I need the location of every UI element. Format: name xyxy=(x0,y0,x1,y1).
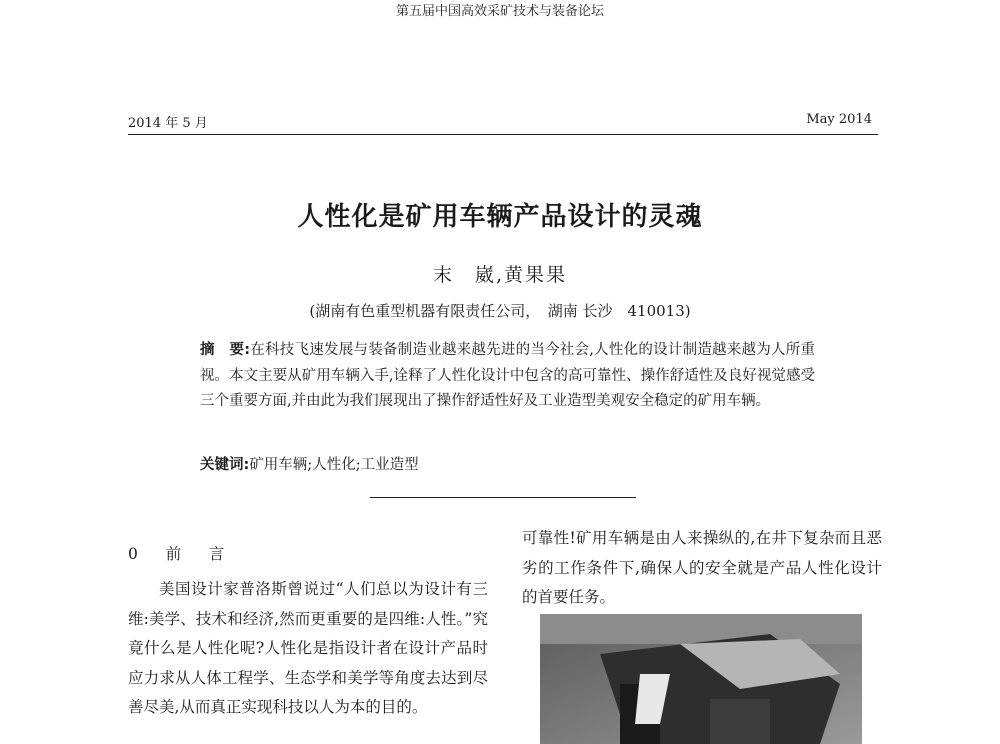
abstract-text: 在科技飞速发展与装备制造业越来越先进的当今社会,人性化的设计制造越来越为人所重视。本文主要从矿用车辆入手,诠释了人性化设计中包含的高可靠性、操作舒适性及良好视觉感受三个重要方面,并由此为我们展现出了操作舒适性好及工业造型美观安全稳定的矿用车辆。 xyxy=(200,342,815,409)
vehicle-photo-image xyxy=(540,614,862,744)
vehicle-photo xyxy=(540,614,862,744)
abstract xyxy=(200,338,815,415)
right-column-paragraph: 可靠性!矿用车辆是由人来操纵的,在井下复杂而且恶劣的工作条件下,确保人的安全就是产品人性化设计的首要任务。 xyxy=(522,529,882,606)
intro-paragraph: 美国设计家普洛斯曾说过“人们总以为设计有三维:美学、技术和经济,然而更重要的是四维:人性。”究竟什么是人性化呢?人性化是指设计者在设计产品时应力求从人体工程学、生态学和美学等角度去达到尽善尽美,从而真正实现科技以人为本的目的。 xyxy=(128,580,488,716)
keywords xyxy=(200,453,815,474)
header-rule xyxy=(128,134,878,135)
section-title: 前 言 xyxy=(165,545,231,563)
abstract-label: 摘 要: xyxy=(200,342,251,358)
section-heading xyxy=(128,542,230,564)
affiliation: (湖南有色重型机器有限责任公司， 湖南 长沙 410013) xyxy=(309,302,691,320)
keywords-label: 关键词: xyxy=(200,457,250,473)
abstract-separator xyxy=(370,497,636,498)
section-number: 0 xyxy=(128,545,144,563)
header-date-en: May 2014 xyxy=(806,112,872,127)
authors: 末 崴,黄果果 xyxy=(432,264,568,286)
keywords-text: 矿用车辆;人性化;工业造型 xyxy=(249,457,419,473)
header-date: 2014 年 5 月 xyxy=(128,116,208,131)
paper-title: 人性化是矿用车辆产品设计的灵魂 xyxy=(297,202,703,232)
header-journal: 第五届中国高效采矿技术与装备论坛 xyxy=(395,4,604,19)
